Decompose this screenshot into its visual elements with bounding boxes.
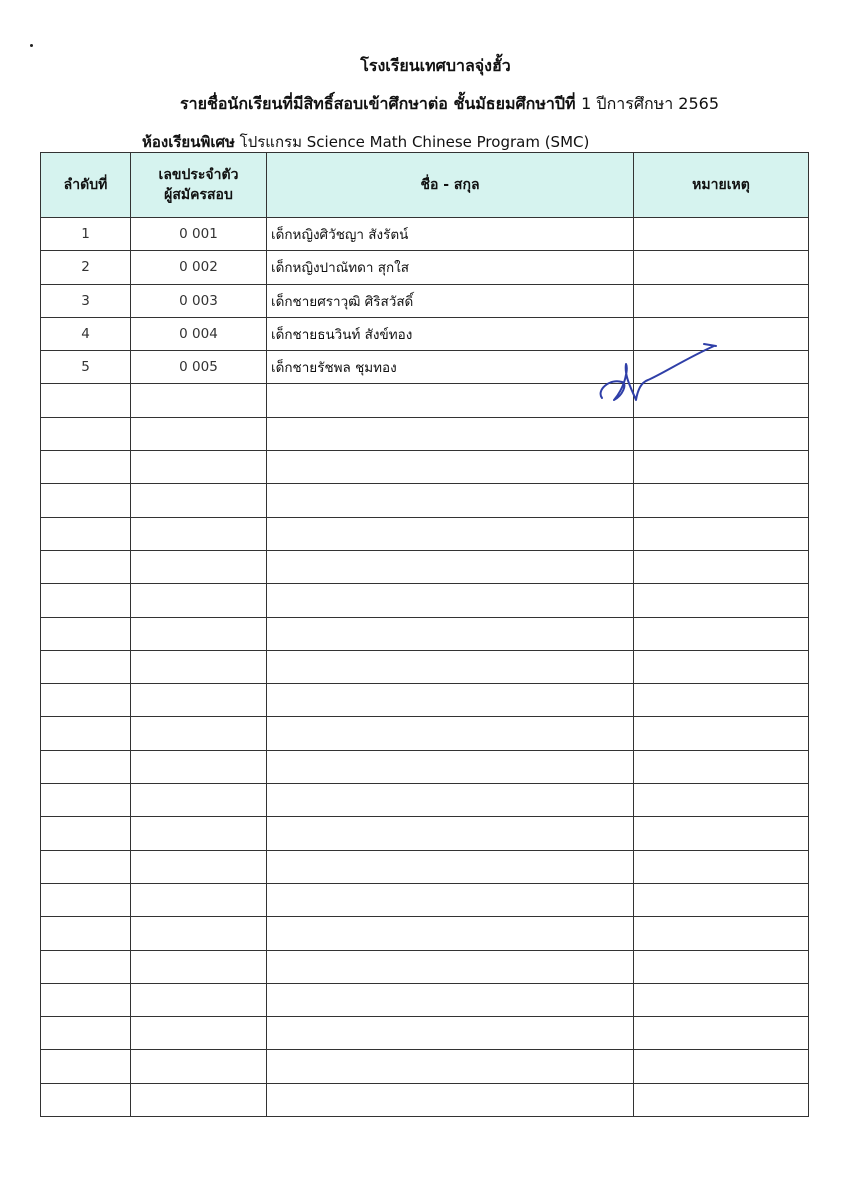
table-row-empty xyxy=(41,717,809,750)
row-order xyxy=(41,550,131,583)
program-name: โปรแกรม Science Math Chinese Program (SMC) xyxy=(239,133,590,151)
table-row-empty xyxy=(41,1017,809,1050)
exam-no-header-line2: ผู้สมัครสอบ xyxy=(164,187,233,203)
row-order: 5 xyxy=(41,351,131,384)
row-remark xyxy=(634,1083,809,1116)
row-exam-no xyxy=(131,850,267,883)
row-order xyxy=(41,617,131,650)
table-header-row xyxy=(41,153,809,218)
row-remark xyxy=(634,284,809,317)
col-order-header: ลำดับที่ xyxy=(41,153,131,218)
row-exam-no xyxy=(131,1017,267,1050)
row-exam-no: 0 005 xyxy=(131,351,267,384)
signature-mark xyxy=(592,338,722,408)
row-name xyxy=(267,451,634,484)
row-name xyxy=(267,484,634,517)
row-exam-no xyxy=(131,451,267,484)
row-remark xyxy=(634,584,809,617)
row-exam-no xyxy=(131,1050,267,1083)
row-exam-no xyxy=(131,684,267,717)
table-row-empty xyxy=(41,917,809,950)
row-exam-no xyxy=(131,417,267,450)
row-remark xyxy=(634,1017,809,1050)
row-order xyxy=(41,717,131,750)
row-name xyxy=(267,650,634,683)
table-row-empty xyxy=(41,784,809,817)
row-name xyxy=(267,550,634,583)
row-order xyxy=(41,850,131,883)
row-exam-no xyxy=(131,817,267,850)
row-exam-no: 0 001 xyxy=(131,218,267,251)
row-remark xyxy=(634,484,809,517)
row-name xyxy=(267,384,634,417)
row-exam-no xyxy=(131,917,267,950)
row-name xyxy=(267,584,634,617)
row-order xyxy=(41,883,131,916)
table-row-empty xyxy=(41,684,809,717)
row-order xyxy=(41,417,131,450)
row-exam-no xyxy=(131,717,267,750)
row-exam-no xyxy=(131,550,267,583)
col-remark-header: หมายเหตุ xyxy=(634,153,809,218)
col-exam-no-header xyxy=(131,153,267,218)
row-order xyxy=(41,684,131,717)
row-remark xyxy=(634,1050,809,1083)
exam-no-header-line1: เลขประจำตัว xyxy=(158,167,239,183)
row-exam-no: 0 003 xyxy=(131,284,267,317)
row-exam-no: 0 004 xyxy=(131,317,267,350)
row-exam-no xyxy=(131,650,267,683)
row-remark xyxy=(634,550,809,583)
row-order xyxy=(41,1017,131,1050)
list-title-year: 1 ปีการศึกษา 2565 xyxy=(581,94,720,113)
row-remark xyxy=(634,218,809,251)
table-row-empty xyxy=(41,1050,809,1083)
row-name xyxy=(267,917,634,950)
row-remark xyxy=(634,950,809,983)
row-exam-no xyxy=(131,384,267,417)
row-name xyxy=(267,617,634,650)
program-line xyxy=(142,130,589,154)
school-name: โรงเรียนเทศบาลจุ่งฮั้ว xyxy=(360,56,511,75)
row-name xyxy=(267,1017,634,1050)
row-exam-no xyxy=(131,883,267,916)
row-name xyxy=(267,717,634,750)
candidate-table-wrap xyxy=(40,152,808,1117)
row-remark xyxy=(634,917,809,950)
row-remark xyxy=(634,451,809,484)
row-remark xyxy=(634,784,809,817)
row-order xyxy=(41,517,131,550)
row-order xyxy=(41,650,131,683)
row-name: เด็กชายธนวินท์ สังข์ทอง xyxy=(267,317,634,350)
row-exam-no xyxy=(131,784,267,817)
list-title-main: รายชื่อนักเรียนที่มีสิทธิ์สอบเข้าศึกษาต่อ ชั้นมัธยมศึกษาปีที่ xyxy=(180,94,576,113)
row-name xyxy=(267,750,634,783)
row-name: เด็กหญิงปาณัทดา สุกใส xyxy=(267,251,634,284)
row-remark xyxy=(634,850,809,883)
row-order xyxy=(41,1083,131,1116)
table-row-empty xyxy=(41,484,809,517)
row-remark xyxy=(634,717,809,750)
row-order xyxy=(41,584,131,617)
row-order: 2 xyxy=(41,251,131,284)
row-name xyxy=(267,883,634,916)
table-row-empty xyxy=(41,1083,809,1116)
table-row xyxy=(41,218,809,251)
row-order: 1 xyxy=(41,218,131,251)
row-order xyxy=(41,484,131,517)
row-exam-no: 0 002 xyxy=(131,251,267,284)
row-remark xyxy=(634,684,809,717)
row-name xyxy=(267,417,634,450)
row-exam-no xyxy=(131,617,267,650)
row-exam-no xyxy=(131,484,267,517)
row-name xyxy=(267,517,634,550)
col-name-header: ชื่อ - สกุล xyxy=(267,153,634,218)
row-name xyxy=(267,684,634,717)
row-order xyxy=(41,950,131,983)
list-title xyxy=(180,92,719,117)
row-order xyxy=(41,451,131,484)
table-row-empty xyxy=(41,617,809,650)
row-remark xyxy=(634,817,809,850)
row-exam-no xyxy=(131,950,267,983)
row-order: 4 xyxy=(41,317,131,350)
row-name xyxy=(267,817,634,850)
row-order xyxy=(41,784,131,817)
row-name xyxy=(267,1050,634,1083)
signature-stroke xyxy=(601,344,716,400)
table-row-empty xyxy=(41,550,809,583)
row-remark xyxy=(634,617,809,650)
row-order xyxy=(41,384,131,417)
table-row-empty xyxy=(41,650,809,683)
row-name xyxy=(267,1083,634,1116)
row-order: 3 xyxy=(41,284,131,317)
row-order xyxy=(41,750,131,783)
row-remark xyxy=(634,983,809,1016)
row-exam-no xyxy=(131,750,267,783)
row-order xyxy=(41,1050,131,1083)
room-label: ห้องเรียนพิเศษ xyxy=(142,133,235,151)
table-row-empty xyxy=(41,817,809,850)
candidate-table xyxy=(40,152,809,1117)
row-name xyxy=(267,950,634,983)
row-remark xyxy=(634,517,809,550)
row-name: เด็กชายรัชพล ชุมทอง xyxy=(267,351,634,384)
stray-mark xyxy=(30,44,33,47)
table-row xyxy=(41,284,809,317)
table-row-empty xyxy=(41,950,809,983)
row-remark xyxy=(634,883,809,916)
row-remark xyxy=(634,417,809,450)
table-row xyxy=(41,251,809,284)
row-name xyxy=(267,850,634,883)
row-exam-no xyxy=(131,584,267,617)
row-name: เด็กชายศราวุฒิ ศิริสวัสดิ์ xyxy=(267,284,634,317)
row-name: เด็กหญิงศิวัชญา สังรัตน์ xyxy=(267,218,634,251)
row-exam-no xyxy=(131,517,267,550)
table-row-empty xyxy=(41,417,809,450)
table-row-empty xyxy=(41,517,809,550)
table-row-empty xyxy=(41,451,809,484)
table-row-empty xyxy=(41,584,809,617)
row-remark xyxy=(634,650,809,683)
row-exam-no xyxy=(131,983,267,1016)
row-name xyxy=(267,983,634,1016)
row-order xyxy=(41,817,131,850)
row-remark xyxy=(634,750,809,783)
row-order xyxy=(41,917,131,950)
row-order xyxy=(41,983,131,1016)
table-row-empty xyxy=(41,983,809,1016)
table-row-empty xyxy=(41,883,809,916)
table-row-empty xyxy=(41,750,809,783)
row-exam-no xyxy=(131,1083,267,1116)
row-name xyxy=(267,784,634,817)
table-row-empty xyxy=(41,850,809,883)
row-remark xyxy=(634,251,809,284)
